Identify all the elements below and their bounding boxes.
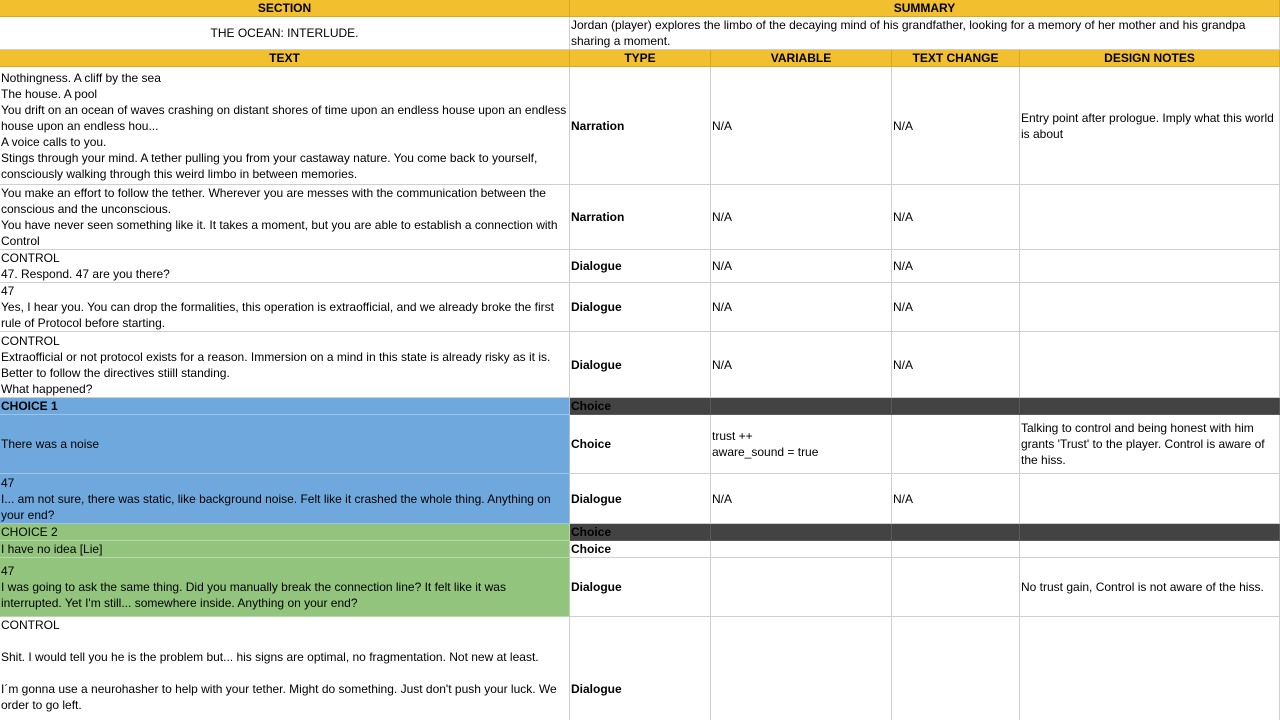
- text-cell[interactable]: I have no idea [Lie]: [0, 541, 570, 558]
- variable-header[interactable]: VARIABLE: [711, 50, 892, 67]
- design-notes-cell[interactable]: [1020, 185, 1280, 250]
- text-cell[interactable]: CONTROL Shit. I would tell you he is the problem but... his signs are optimal, no fragmentation. Not new at least. I´m gonna use a neurohasher to help with your tether. Might do something. Just don't push your luck. We order to go left.: [0, 617, 570, 720]
- variable-cell[interactable]: [711, 617, 892, 720]
- variable-cell[interactable]: N/A: [711, 185, 892, 250]
- type-cell[interactable]: Dialogue: [570, 558, 711, 617]
- table-row: [0, 283, 1280, 332]
- text-cell[interactable]: Nothingness. A cliff by the sea The house. A pool You drift on an ocean of waves crashing on distant shores of time upon an endless house upon an endless house upon an endless hou... A voice calls to you. Stings through your mind. A tether pulling you from your castaway nature. You come back to yourself, consciously walking through this weird limbo in between memories.: [0, 67, 570, 185]
- table-row: [0, 617, 1280, 720]
- text-cell[interactable]: There was a noise: [0, 415, 570, 474]
- text-change-cell[interactable]: [892, 558, 1020, 617]
- table-row: [0, 541, 1280, 558]
- type-cell[interactable]: Dialogue: [570, 474, 711, 524]
- text-header[interactable]: TEXT: [0, 50, 570, 67]
- text-change-cell[interactable]: N/A: [892, 67, 1020, 185]
- section-summary-cell[interactable]: Jordan (player) explores the limbo of the decaying mind of his grandfather, looking for a memory of her mother and his grandpa sharing a moment.: [570, 17, 1280, 50]
- choice-group-row: [0, 398, 1280, 415]
- table-row: [0, 67, 1280, 185]
- type-cell[interactable]: Dialogue: [570, 250, 711, 283]
- design-notes-cell[interactable]: [1020, 474, 1280, 524]
- design-notes-cell[interactable]: No trust gain, Control is not aware of the hiss.: [1020, 558, 1280, 617]
- text-cell[interactable]: CONTROL 47. Respond. 47 are you there?: [0, 250, 570, 283]
- design-notes-cell[interactable]: Talking to control and being honest with him grants 'Trust' to the player. Control is aware of the hiss.: [1020, 415, 1280, 474]
- variable-cell[interactable]: [711, 558, 892, 617]
- variable-cell[interactable]: [711, 541, 892, 558]
- text-change-cell[interactable]: [892, 524, 1020, 541]
- design-notes-cell[interactable]: [1020, 332, 1280, 398]
- design-notes-cell[interactable]: Entry point after prologue. Imply what this world is about: [1020, 67, 1280, 185]
- summary-header[interactable]: SUMMARY: [570, 0, 1280, 17]
- variable-cell[interactable]: trust ++ aware_sound = true: [711, 415, 892, 474]
- text-cell[interactable]: 47 Yes, I hear you. You can drop the formalities, this operation is extraofficial, and we already broke the first rule of Protocol before starting.: [0, 283, 570, 332]
- type-cell[interactable]: Choice: [570, 415, 711, 474]
- variable-cell[interactable]: N/A: [711, 67, 892, 185]
- table-row: [0, 332, 1280, 398]
- design-notes-cell[interactable]: [1020, 250, 1280, 283]
- type-header[interactable]: TYPE: [570, 50, 711, 67]
- type-cell[interactable]: Narration: [570, 185, 711, 250]
- type-cell[interactable]: Choice: [570, 541, 711, 558]
- table-row: [0, 558, 1280, 617]
- text-cell[interactable]: 47 I was going to ask the same thing. Did you manually break the connection line? It felt like it was interrupted. Yet I'm still... somewhere inside. Anything on your end?: [0, 558, 570, 617]
- section-name-cell[interactable]: THE OCEAN: INTERLUDE.: [0, 17, 570, 50]
- table-row: [0, 250, 1280, 283]
- text-cell[interactable]: 47 I... am not sure, there was static, like background noise. Felt like it crashed the whole thing. Anything on your end?: [0, 474, 570, 524]
- design-notes-cell[interactable]: [1020, 398, 1280, 415]
- variable-cell[interactable]: N/A: [711, 474, 892, 524]
- text-cell[interactable]: CONTROL Extraofficial or not protocol exists for a reason. Immersion on a mind in this state is already risky as it is. Better to follow the directives stiill standing. What happened?: [0, 332, 570, 398]
- choice-group-row: [0, 524, 1280, 541]
- variable-cell[interactable]: N/A: [711, 332, 892, 398]
- design-notes-cell[interactable]: [1020, 524, 1280, 541]
- text-change-cell[interactable]: N/A: [892, 185, 1020, 250]
- text-cell[interactable]: You make an effort to follow the tether. Wherever you are messes with the communication between the conscious and the unconscious. You have never seen something like it. It takes a moment, but you are able to establish a connection with Control: [0, 185, 570, 250]
- type-cell[interactable]: Dialogue: [570, 283, 711, 332]
- text-change-cell[interactable]: [892, 398, 1020, 415]
- table-row: [0, 474, 1280, 524]
- design-notes-header[interactable]: DESIGN NOTES: [1020, 50, 1280, 67]
- text-change-cell[interactable]: [892, 415, 1020, 474]
- variable-cell[interactable]: [711, 524, 892, 541]
- text-change-cell[interactable]: N/A: [892, 474, 1020, 524]
- design-notes-cell[interactable]: [1020, 617, 1280, 720]
- type-cell[interactable]: Narration: [570, 67, 711, 185]
- text-change-cell[interactable]: N/A: [892, 283, 1020, 332]
- variable-cell[interactable]: N/A: [711, 283, 892, 332]
- design-notes-cell[interactable]: [1020, 541, 1280, 558]
- text-change-cell[interactable]: N/A: [892, 332, 1020, 398]
- text-change-cell[interactable]: [892, 541, 1020, 558]
- text-cell[interactable]: CHOICE 1: [0, 398, 570, 415]
- text-change-header[interactable]: TEXT CHANGE: [892, 50, 1020, 67]
- text-change-cell[interactable]: [892, 617, 1020, 720]
- section-header[interactable]: SECTION: [0, 0, 570, 17]
- table-row: [0, 415, 1280, 474]
- column-header-row: [0, 50, 1280, 67]
- text-cell[interactable]: CHOICE 2: [0, 524, 570, 541]
- section-row: [0, 17, 1280, 50]
- type-cell[interactable]: Choice: [570, 524, 711, 541]
- text-change-cell[interactable]: N/A: [892, 250, 1020, 283]
- type-cell[interactable]: Choice: [570, 398, 711, 415]
- variable-cell[interactable]: N/A: [711, 250, 892, 283]
- design-notes-cell[interactable]: [1020, 283, 1280, 332]
- table-row: [0, 185, 1280, 250]
- section-header-row: [0, 0, 1280, 17]
- type-cell[interactable]: Dialogue: [570, 617, 711, 720]
- type-cell[interactable]: Dialogue: [570, 332, 711, 398]
- variable-cell[interactable]: [711, 398, 892, 415]
